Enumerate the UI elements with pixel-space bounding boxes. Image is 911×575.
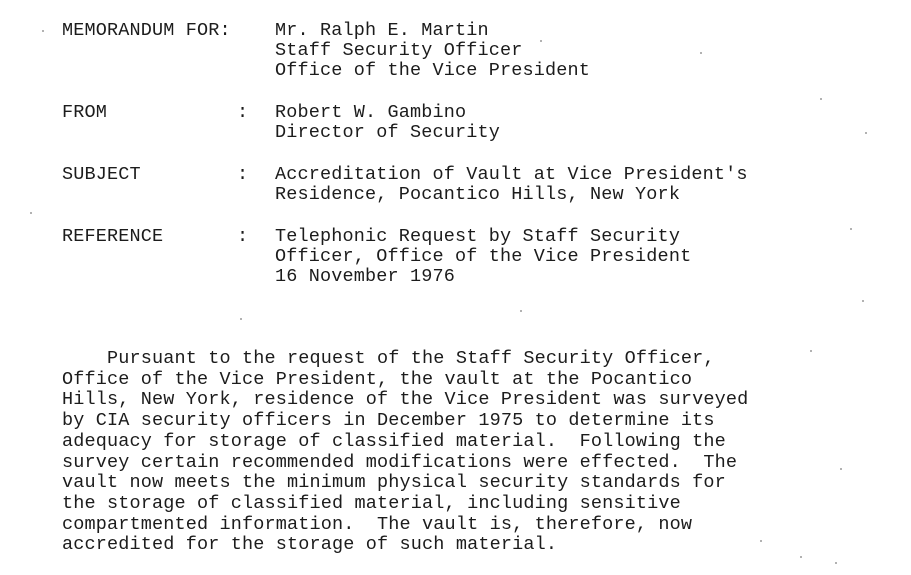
body-line: survey certain recommended modifications were effected. The xyxy=(62,451,738,473)
memorandum-for-recipient xyxy=(275,21,590,81)
from-label: FROM xyxy=(62,102,108,123)
body-line: vault now meets the minimum physical security standards for xyxy=(62,472,726,494)
reference-text xyxy=(275,227,691,287)
reference-row xyxy=(62,227,691,287)
subject-colon: : xyxy=(237,164,249,185)
sender-line: Robert W. Gambino xyxy=(275,102,467,123)
body-line: adequacy for storage of classified material. Following the xyxy=(62,430,726,452)
scan-speck xyxy=(840,468,842,470)
scan-speck xyxy=(520,310,522,312)
reference-line: 16 November 1976 xyxy=(275,266,456,287)
body-line: Hills, New York, residence of the Vice President was surveyed xyxy=(62,389,749,411)
scan-speck xyxy=(800,556,802,558)
recipient-line: Office of the Vice President xyxy=(275,60,591,81)
scan-speck xyxy=(30,212,32,214)
scan-speck xyxy=(850,228,852,230)
subject-label: SUBJECT xyxy=(62,164,141,185)
reference-label: REFERENCE xyxy=(62,226,164,247)
scan-speck xyxy=(540,40,542,42)
reference-line: Telephonic Request by Staff Security xyxy=(275,226,681,247)
scan-speck xyxy=(810,350,812,352)
scan-speck xyxy=(865,132,867,134)
recipient-line: Mr. Ralph E. Martin xyxy=(275,20,489,41)
body-line: accredited for the storage of such material. xyxy=(62,534,558,556)
from-colon: : xyxy=(237,102,249,123)
subject-row xyxy=(62,165,748,205)
body-paragraph xyxy=(62,349,882,556)
scan-speck xyxy=(820,98,822,100)
body-line: by CIA security officers in December 1975 to determine its xyxy=(62,410,715,432)
scan-speck xyxy=(862,300,864,302)
subject-text xyxy=(275,165,748,205)
sender-line: Director of Security xyxy=(275,122,501,143)
body-line: compartmented information. The vault is, therefore, now xyxy=(62,513,693,535)
scan-speck xyxy=(760,540,762,542)
from-sender xyxy=(275,103,500,143)
recipient-line: Staff Security Officer xyxy=(275,40,523,61)
subject-line: Residence, Pocantico Hills, New York xyxy=(275,184,681,205)
scan-speck xyxy=(835,562,837,564)
memorandum-for-label: MEMORANDUM FOR: xyxy=(62,20,231,41)
body-line: Pursuant to the request of the Staff Security Officer, xyxy=(62,348,715,369)
scan-speck xyxy=(700,52,702,54)
scan-speck xyxy=(42,30,44,32)
body-line: the storage of classified material, including sensitive xyxy=(62,492,681,514)
reference-line: Officer, Office of the Vice President xyxy=(275,246,692,267)
from-row xyxy=(62,103,500,143)
memorandum-for-row xyxy=(62,21,590,81)
body-line: Office of the Vice President, the vault at the Pocantico xyxy=(62,368,693,390)
scan-speck xyxy=(240,318,242,320)
subject-line: Accreditation of Vault at Vice President's xyxy=(275,164,748,185)
reference-colon: : xyxy=(237,226,249,247)
